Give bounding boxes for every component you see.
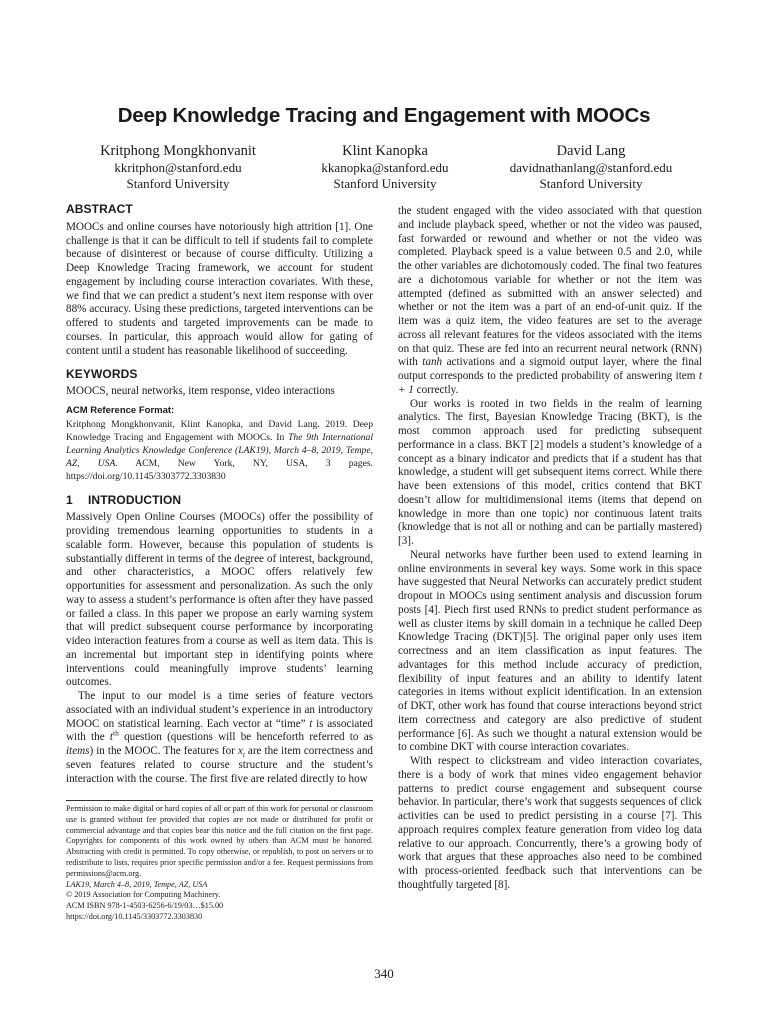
isbn-line: ACM ISBN 978-1-4503-6256-6/19/03…$15.00	[66, 901, 224, 911]
author-email: davidnathanlang@stanford.edu	[509, 159, 673, 175]
introduction-paragraph-1: Massively Open Online Courses (MOOCs) offer the possibility of providing tremendous learning opportunities to students in a scalable form. However, because this population of students is substantially different in terms of the degree of interest, background, and other characteristics, a MOOC offers relatively few opportunities for assessment and personalization. As such the only way to assess a student’s performance is often after they have passed or failed a class. In this paper we propose an early warning system that will predict subsequent course performance by incorporating video interaction features from a course as well as item data. This is an incremental but important step in identifying points where interventions could meaningfully improve students’ learning outcomes.	[66, 511, 373, 689]
body-paragraph: With respect to clickstream and video interaction covariates, there is a body of work that mines video engagement behavior patterns to predict course engagement and subsequent course behavior. In particular, there’s work that suggests sequences of click activities can be used to predict persisting in a course [7]. This approach requires complex feature generation from video log data relative to our approach. Concurrently, there’s a growing body of work that argues that these approaches also need to be combined with process-oriented feedback such that interventions can be thoughtfully targeted [8].	[398, 755, 702, 891]
left-column	[66, 203, 373, 786]
author-3	[471, 143, 711, 193]
author-email: kkanopka@stanford.edu	[321, 159, 449, 175]
author-name: David Lang	[556, 143, 626, 159]
author-affiliation: Stanford University	[333, 176, 437, 191]
conference-info: LAK19, March 4–8, 2019, Tempe, AZ, USA	[66, 879, 208, 889]
right-column	[398, 205, 702, 893]
abstract-heading: ABSTRACT	[66, 202, 133, 216]
introduction-paragraph-2: The input to our model is a time series of feature vectors associated with an individual student’s experience in an introductory MOOC on statistical learning. Each vector at “time” t is associated with the $t^{th}$ question (questions will be henceforth referred to as items) in the MOOC. The features for $x_t$ are the item correctness and seven features related to course structure and the student’s interaction with the course. The first five are related directly to how	[66, 690, 373, 785]
copyright-line: © 2019 Association for Computing Machinery.	[66, 890, 221, 900]
author-affiliation: Stanford University	[539, 176, 643, 191]
keywords-text: MOOCS, neural networks, item response, video interactions	[66, 385, 335, 397]
permission-footnote	[66, 800, 373, 923]
introduction-heading: 1 INTRODUCTION	[66, 492, 182, 507]
author-1	[58, 143, 298, 193]
author-2	[265, 143, 505, 193]
acm-reference-heading: ACM Reference Format:	[66, 404, 175, 416]
abstract-text: MOOCs and online courses have notoriously high attrition [1]. One challenge is that it can be difficult to tell if students fail to complete because of disinterest or because of course difficulty. Utilizing a Deep Knowledge Tracing framework, we account for student engagement by including course interaction covariates. With these, we find that we can predict a student’s next item response with over 88% accuracy. Using these predictions, targeted interventions can be offered to students and targeted improvements can be made to courses. In particular, this approach would allow for gating of content until a student has reasonable likelihood of succeeding.	[66, 220, 373, 357]
paper-title: Deep Knowledge Tracing and Engagement with MOOCs	[117, 104, 651, 127]
acm-reference-text: Kritphong Mongkhonvanit, Klint Kanopka, and David Lang. 2019. Deep Knowledge Tracing and Engagement with MOOCs. In The 9th International Learning Analytics Knowledge Conference (LAK19), March 4–8, 2019, Tempe, AZ, USA. ACM, New York, NY, USA, 3 pages. https://doi.org/10.1145/3303772.3303830	[66, 418, 374, 482]
keywords-heading: KEYWORDS	[66, 367, 138, 382]
author-name: Kritphong Mongkhonvanit	[100, 143, 256, 159]
page-number: 340	[374, 966, 394, 981]
author-email: kkritphon@stanford.edu	[114, 159, 242, 175]
doi-line: https://doi.org/10.1145/3303772.3303830	[66, 911, 203, 921]
body-paragraph: the student engaged with the video associated with that question and include playback speed, whether or not the video was paused, fast forwarded or rewound and whether or not the video was completed. Playback speed is a value between 0.5 and 2.0, while the other variables are dichotomously coded. The final two features are a dichotomous variable for whether or not the item was attempted (defined as submitted with an answer selected) and whether or not the item was a part of an end-of-unit quiz. If the item was a quiz item, the video features are set to the average across all relevant features for the videos associated with the items on that quiz. These are fed into an recurrent neural network (RNN) with tanh activations and a sigmoid output layer, where the final output corresponds to the predicted probability of answering item t + 1 correctly.	[398, 205, 703, 396]
body-paragraph: Our works is rooted in two fields in the realm of learning analytics. The first, Bayesian Knowledge Tracing (BKT), is the most common approach used for predicting subsequent performance in a class. BKT [2] models a student’s knowledge of a concept as a binary indicator and predicts that if a student has that knowledge, a student will get subsequent items correct. While there have been extensions of this model, critics contend that BKT doesn’t allow for multidimensional items (items that depend on knowledge in more than one topic) nor continuous latent traits (knowledge that is not all or nothing and can be partially mastered)[3].	[398, 397, 702, 547]
permission-text: Permission to make digital or hard copies of all or part of this work for personal or classroom use is granted without fee provided that copies are not made or distributed for profit or commercial advantage and that copies bear this notice and the full citation on the first page. Copyrights for components of this work owned by others than ACM must be honored. Abstracting with credit is permitted. To copy otherwise, or republish, to post on servers or to redistribute to lists, requires prior specific permission and/or a fee. Request permissions from permissions@acm.org.	[66, 804, 373, 878]
author-name: Klint Kanopka	[342, 143, 428, 159]
body-paragraph: Neural networks have further been used to extend learning in online environments in several key ways. Some work in this space have suggested that Neural Networks can accurately predict student dropout in MOOCs using sentiment analysis and discussion forum posts [4]. Piech first used RNNs to predict student performance as well as cluster items by skill domain in a technique he called Deep Knowledge Tracing (DKT)[5]. The original paper only uses item correctness and an item classification as input features. The advantages for this method include accuracy of prediction, flexibility of input features and an ability to identify latent categories in items without explicit identification. In an extension of DKT, other work has found that course interactions beyond strict item correctness and category are also predictive of student performance [6]. As such we thought a natural extension would be to combine DKT with course interaction covariates.	[398, 548, 702, 754]
author-affiliation: Stanford University	[126, 176, 230, 191]
